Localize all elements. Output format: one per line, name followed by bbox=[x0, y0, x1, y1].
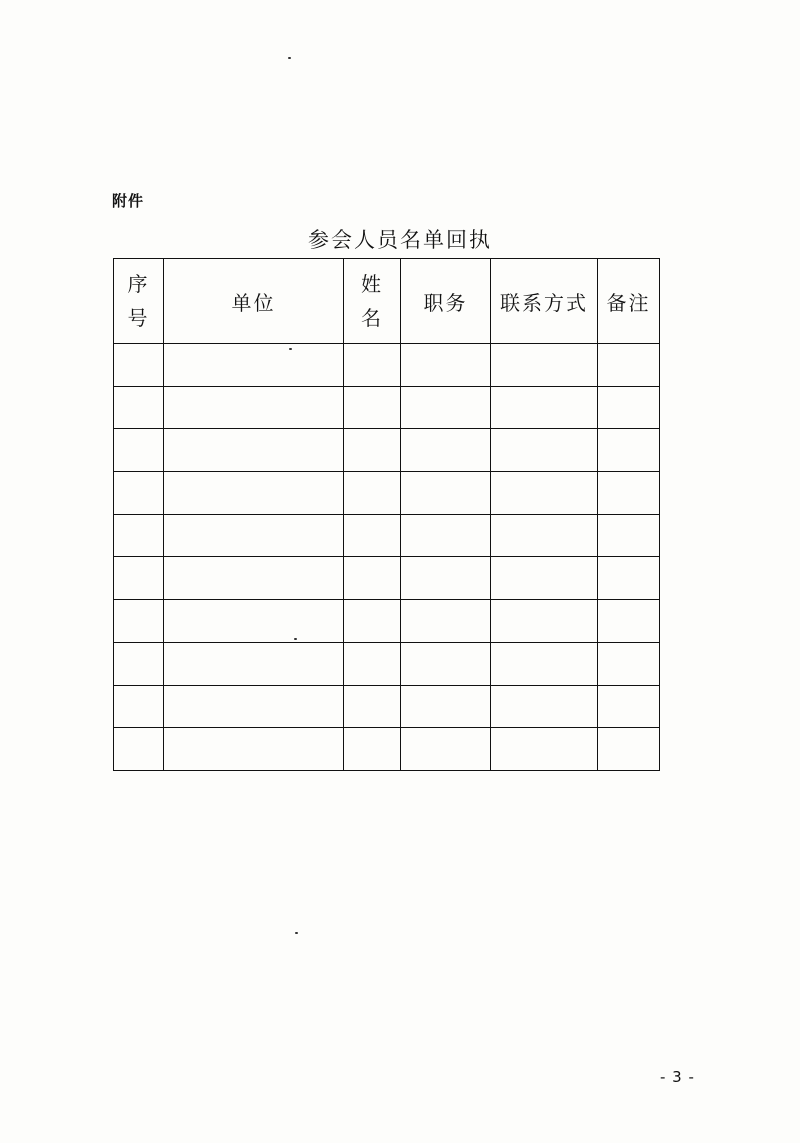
cell-remarks[interactable] bbox=[598, 557, 660, 600]
cell-serial[interactable] bbox=[114, 685, 164, 728]
attendee-roster-table bbox=[113, 258, 660, 771]
cell-remarks[interactable] bbox=[598, 472, 660, 515]
table-row bbox=[114, 429, 660, 472]
cell-remarks[interactable] bbox=[598, 386, 660, 429]
cell-organization[interactable] bbox=[164, 728, 344, 771]
cell-contact[interactable] bbox=[491, 557, 598, 600]
cell-position[interactable] bbox=[401, 514, 491, 557]
cell-organization[interactable] bbox=[164, 600, 344, 643]
table-row bbox=[114, 685, 660, 728]
table-body bbox=[114, 344, 660, 771]
table-row bbox=[114, 728, 660, 771]
cell-contact[interactable] bbox=[491, 514, 598, 557]
cell-name[interactable] bbox=[344, 472, 401, 515]
cell-contact[interactable] bbox=[491, 344, 598, 387]
cell-position[interactable] bbox=[401, 557, 491, 600]
scan-speck bbox=[295, 932, 298, 934]
cell-name[interactable] bbox=[344, 344, 401, 387]
cell-serial[interactable] bbox=[114, 344, 164, 387]
cell-contact[interactable] bbox=[491, 472, 598, 515]
header-remarks: 备注 bbox=[598, 259, 660, 344]
cell-position[interactable] bbox=[401, 685, 491, 728]
table-row bbox=[114, 642, 660, 685]
cell-remarks[interactable] bbox=[598, 600, 660, 643]
header-serial-line-2: 号 bbox=[127, 306, 150, 330]
header-serial-line-1: 序 bbox=[127, 272, 150, 296]
scan-speck bbox=[288, 57, 291, 59]
cell-serial[interactable] bbox=[114, 557, 164, 600]
cell-serial[interactable] bbox=[114, 728, 164, 771]
page-number: - 3 - bbox=[660, 1068, 695, 1086]
cell-contact[interactable] bbox=[491, 642, 598, 685]
header-position: 职务 bbox=[401, 259, 491, 344]
cell-name[interactable] bbox=[344, 600, 401, 643]
attachment-label: 附件 bbox=[112, 192, 145, 210]
cell-remarks[interactable] bbox=[598, 728, 660, 771]
cell-name[interactable] bbox=[344, 386, 401, 429]
header-name-line-2: 名 bbox=[361, 306, 383, 330]
cell-position[interactable] bbox=[401, 728, 491, 771]
cell-organization[interactable] bbox=[164, 514, 344, 557]
cell-position[interactable] bbox=[401, 386, 491, 429]
table-row bbox=[114, 472, 660, 515]
cell-remarks[interactable] bbox=[598, 429, 660, 472]
cell-name[interactable] bbox=[344, 557, 401, 600]
cell-serial[interactable] bbox=[114, 386, 164, 429]
cell-serial[interactable] bbox=[114, 472, 164, 515]
cell-position[interactable] bbox=[401, 642, 491, 685]
table-row bbox=[114, 386, 660, 429]
cell-name[interactable] bbox=[344, 642, 401, 685]
cell-remarks[interactable] bbox=[598, 685, 660, 728]
cell-name[interactable] bbox=[344, 685, 401, 728]
cell-organization[interactable] bbox=[164, 685, 344, 728]
cell-name[interactable] bbox=[344, 429, 401, 472]
cell-organization[interactable] bbox=[164, 472, 344, 515]
cell-position[interactable] bbox=[401, 344, 491, 387]
cell-contact[interactable] bbox=[491, 728, 598, 771]
cell-contact[interactable] bbox=[491, 685, 598, 728]
table-header-row bbox=[114, 259, 660, 344]
table-row bbox=[114, 514, 660, 557]
cell-serial[interactable] bbox=[114, 600, 164, 643]
cell-serial[interactable] bbox=[114, 429, 164, 472]
header-organization: 单位 bbox=[164, 259, 344, 344]
table-row bbox=[114, 344, 660, 387]
header-contact: 联系方式 bbox=[491, 259, 598, 344]
cell-organization[interactable] bbox=[164, 642, 344, 685]
scan-speck bbox=[289, 348, 292, 350]
cell-serial[interactable] bbox=[114, 514, 164, 557]
cell-name[interactable] bbox=[344, 728, 401, 771]
cell-remarks[interactable] bbox=[598, 642, 660, 685]
cell-organization[interactable] bbox=[164, 386, 344, 429]
cell-organization[interactable] bbox=[164, 557, 344, 600]
cell-remarks[interactable] bbox=[598, 344, 660, 387]
cell-contact[interactable] bbox=[491, 386, 598, 429]
cell-serial[interactable] bbox=[114, 642, 164, 685]
table-row bbox=[114, 600, 660, 643]
table-row bbox=[114, 557, 660, 600]
cell-name[interactable] bbox=[344, 514, 401, 557]
cell-position[interactable] bbox=[401, 600, 491, 643]
cell-contact[interactable] bbox=[491, 600, 598, 643]
cell-organization[interactable] bbox=[164, 429, 344, 472]
header-name-line-1: 姓 bbox=[361, 272, 383, 296]
header-serial-number bbox=[114, 259, 164, 344]
cell-contact[interactable] bbox=[491, 429, 598, 472]
document-title: 参会人员名单回执 bbox=[308, 228, 492, 252]
cell-position[interactable] bbox=[401, 472, 491, 515]
cell-organization[interactable] bbox=[164, 344, 344, 387]
header-name bbox=[344, 259, 401, 344]
scan-speck bbox=[294, 638, 297, 640]
cell-position[interactable] bbox=[401, 429, 491, 472]
cell-remarks[interactable] bbox=[598, 514, 660, 557]
